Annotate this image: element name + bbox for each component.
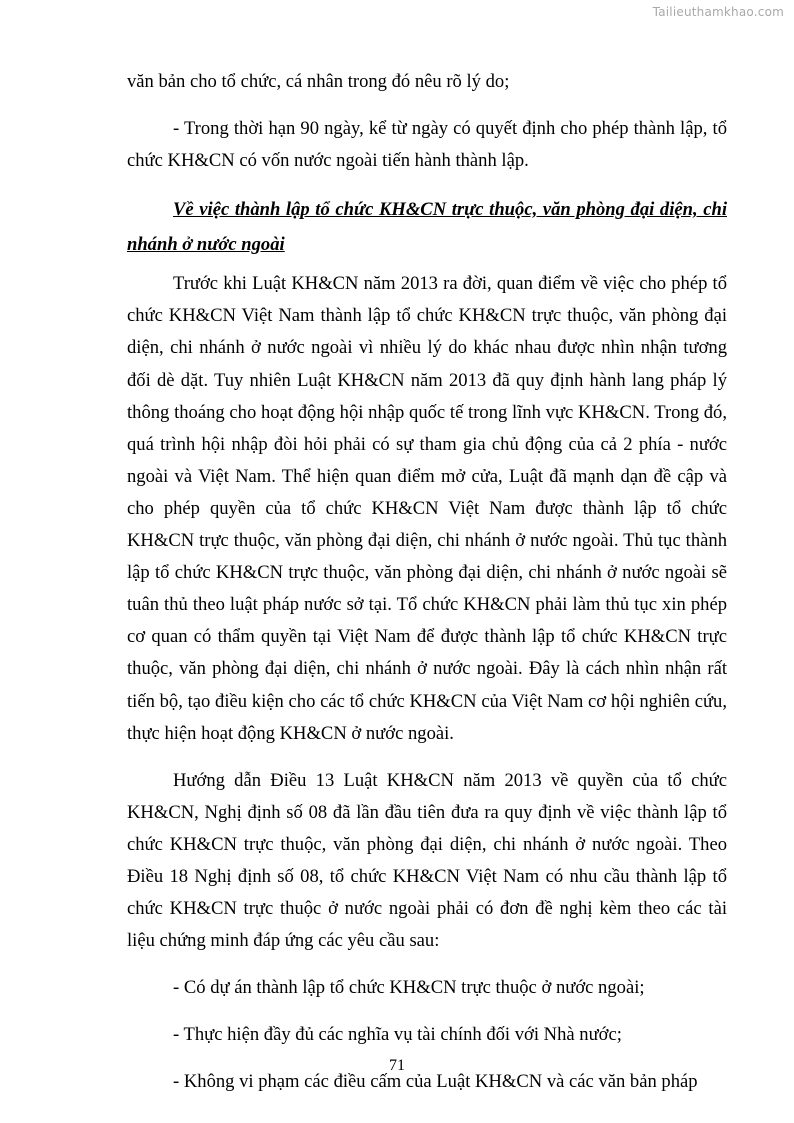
paragraph-continuation: văn bản cho tổ chức, cá nhân trong đó nêu rõ lý do; xyxy=(127,71,510,92)
paragraph-guidance: Hướng dẫn Điều 13 Luật KH&CN năm 2013 về quyền của tổ chức KH&CN, Nghị định số 08 đã lần đầu tiên đưa ra quy định về việc thành lập tổ chức KH&CN trực thuộc, văn phòng đại diện, chi nhánh ở nước ngoài. Theo Điều 18 Nghị định số 08, tổ chức KH&CN Việt Nam có nhu cầu thành lập tổ chức KH&CN trực thuộc ở nước ngoài phải có đơn đề nghị kèm theo các tài liệu chứng minh đáp ứng các yêu cầu sau: xyxy=(127,769,727,952)
page-number: 71 xyxy=(389,1057,405,1074)
paragraph-deadline: - Trong thời hạn 90 ngày, kể từ ngày có quyết định cho phép thành lập, tổ chức KH&CN có vốn nước ngoài tiến hành thành lập. xyxy=(127,118,727,172)
section-heading: Về việc thành lập tổ chức KH&CN trực thuộc, văn phòng đại diện, chi nhánh ở nước ngoài xyxy=(127,199,727,256)
list-item-financial: - Thực hiện đầy đủ các nghĩa vụ tài chính đối với Nhà nước; xyxy=(173,1024,622,1046)
document-body xyxy=(127,66,727,1099)
list-item-compliance: - Không vi phạm các điều cấm của Luật KH&CN và các văn bản pháp xyxy=(173,1071,698,1093)
watermark: Tailieuthamkhao.com xyxy=(652,5,784,19)
paragraph-background: Trước khi Luật KH&CN năm 2013 ra đời, quan điểm về việc cho phép tổ chức KH&CN Việt Nam thành lập tổ chức KH&CN trực thuộc, văn phòng đại diện, chi nhánh ở nước ngoài vì nhiều lý do khác nhau được nhìn nhận tương đối dè dặt. Tuy nhiên Luật KH&CN năm 2013 đã quy định hành lang pháp lý thông thoáng cho hoạt động hội nhập quốc tế trong lĩnh vực KH&CN. Trong đó, quá trình hội nhập đòi hỏi phải có sự tham gia chủ động của cả 2 phía - nước ngoài và Việt Nam. Thể hiện quan điểm mở cửa, Luật đã mạnh dạn đề cập và cho phép quyền của tổ chức KH&CN Việt Nam được thành lập tổ chức KH&CN trực thuộc, văn phòng đại diện, chi nhánh ở nước ngoài. Thủ tục thành lập tổ chức KH&CN trực thuộc, văn phòng đại diện, chi nhánh ở nước ngoài sẽ tuân thủ theo luật pháp nước sở tại. Tổ chức KH&CN phải làm thủ tục xin phép cơ quan có thẩm quyền tại Việt Nam để được thành lập tổ chức KH&CN trực thuộc, văn phòng đại diện, chi nhánh ở nước ngoài. Đây là cách nhìn nhận rất tiến bộ, tạo điều kiện cho các tổ chức KH&CN của Việt Nam cơ hội nghiên cứu, thực hiện hoạt động KH&CN ở nước ngoài. xyxy=(127,273,727,744)
list-item-project: - Có dự án thành lập tổ chức KH&CN trực thuộc ở nước ngoài; xyxy=(173,977,645,999)
